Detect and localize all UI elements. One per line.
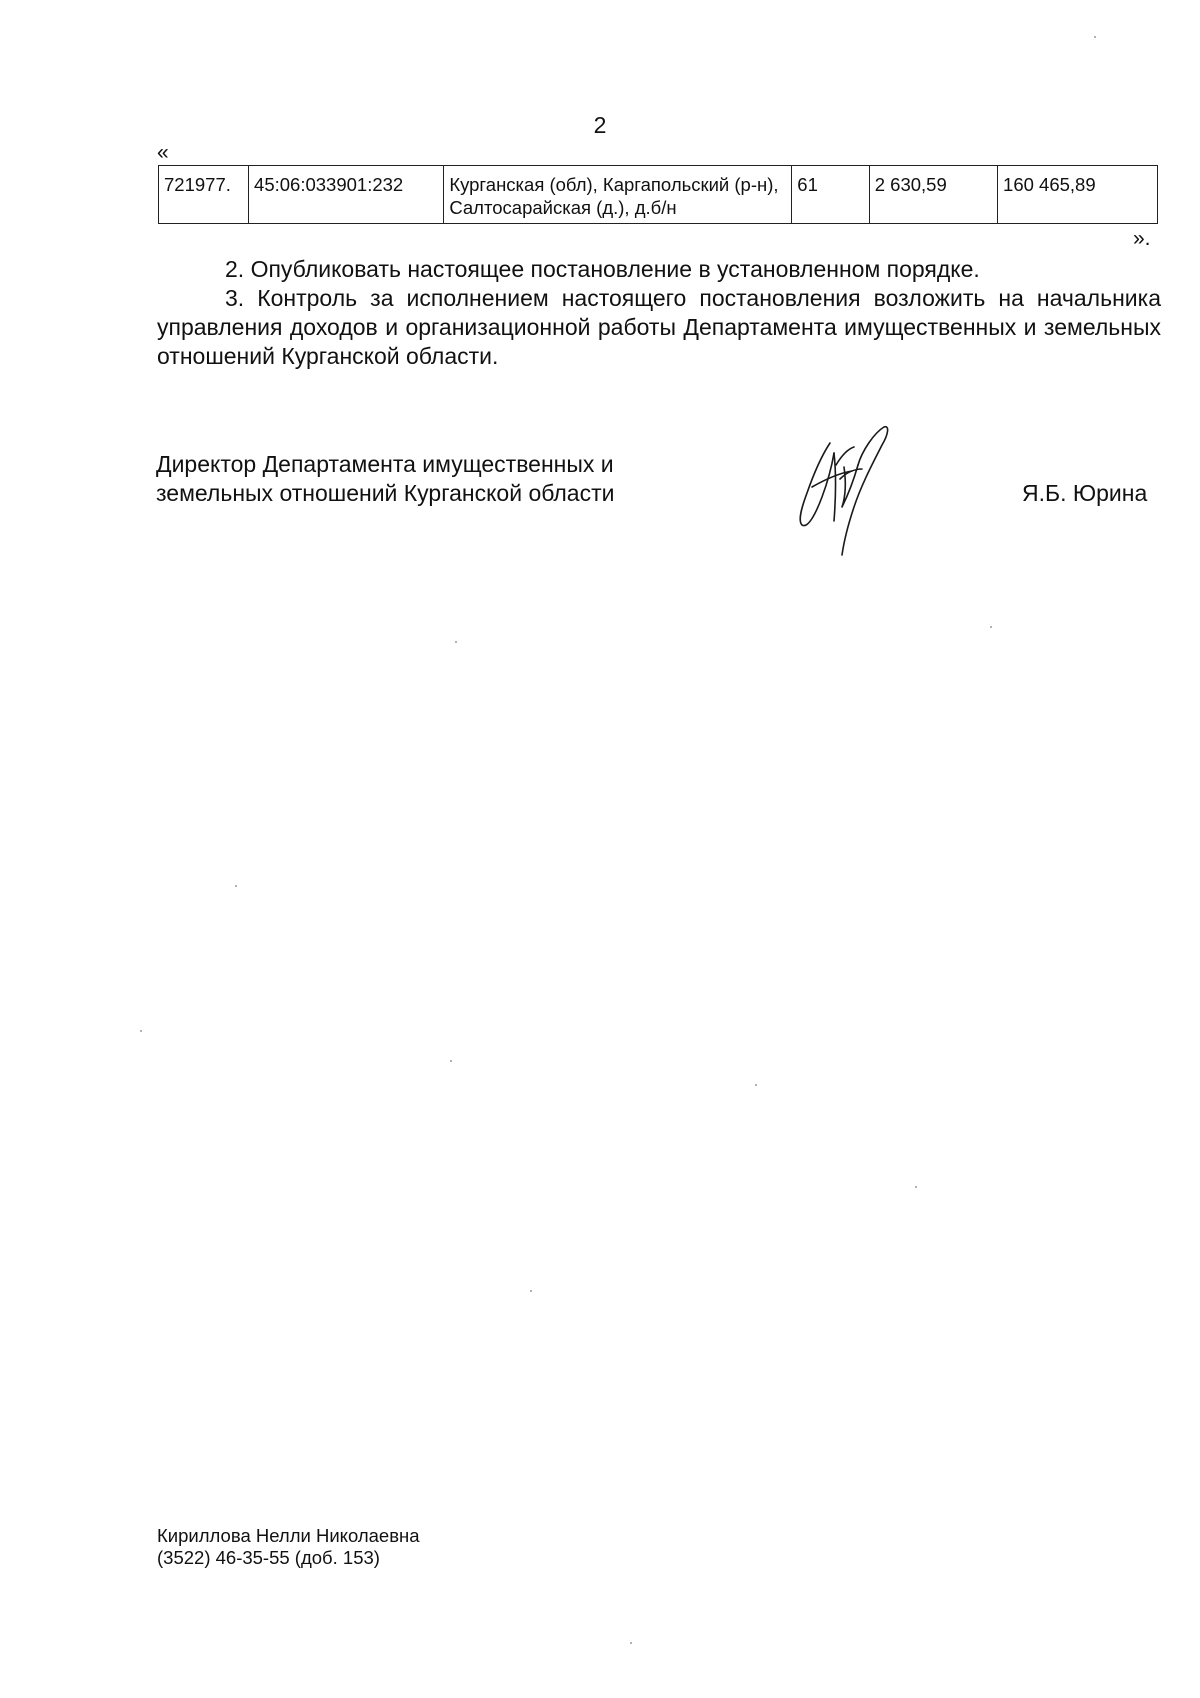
cadastral-number-cell: 45:06:033901:232 bbox=[249, 166, 444, 224]
signatory-name: Я.Б. Юрина bbox=[1022, 480, 1148, 506]
table-row bbox=[159, 166, 1158, 224]
scan-speck bbox=[1094, 36, 1096, 38]
handwritten-signature bbox=[792, 425, 932, 575]
signatory-title-line-2: земельных отношений Курганской области bbox=[156, 480, 615, 506]
area-cell: 2 630,59 bbox=[869, 166, 997, 224]
page-number: 2 bbox=[593, 112, 607, 138]
scan-speck bbox=[915, 1186, 917, 1188]
scan-speck bbox=[755, 1084, 757, 1086]
scan-speck bbox=[455, 641, 457, 643]
signatory-title-line-1: Директор Департамента имущественных и bbox=[156, 451, 614, 477]
scan-speck bbox=[450, 1060, 452, 1062]
paragraph-control: 3. Контроль за исполнением настоящего постановления возложить на начальника управления доходов и организационной работы Департамента имущественных и земельных отношений Курганской области. bbox=[157, 285, 1161, 369]
executor-info bbox=[157, 1525, 420, 1569]
scan-speck bbox=[990, 626, 992, 628]
scan-speck bbox=[235, 885, 237, 887]
paragraph-publish: 2. Опубликовать настоящее постановление в установленном порядке. bbox=[225, 256, 980, 282]
signatory-title bbox=[156, 450, 614, 508]
table-closing-quote: ». bbox=[1133, 227, 1151, 250]
scan-speck bbox=[630, 1642, 632, 1644]
address-cell: Курганская (обл), Каргапольский (р-н), Салтосарайская (д.), д.б/н bbox=[444, 166, 792, 224]
parcel-table bbox=[158, 165, 1158, 224]
scan-speck bbox=[140, 1030, 142, 1032]
row-number-cell: 721977. bbox=[159, 166, 249, 224]
cadastral-value-cell: 160 465,89 bbox=[998, 166, 1158, 224]
table-opening-quote: « bbox=[157, 141, 169, 164]
executor-phone: (3522) 46-35-55 (доб. 153) bbox=[157, 1547, 380, 1568]
category-cell: 61 bbox=[792, 166, 869, 224]
executor-name: Кириллова Нелли Николаевна bbox=[157, 1525, 420, 1546]
scan-speck bbox=[530, 1290, 532, 1292]
